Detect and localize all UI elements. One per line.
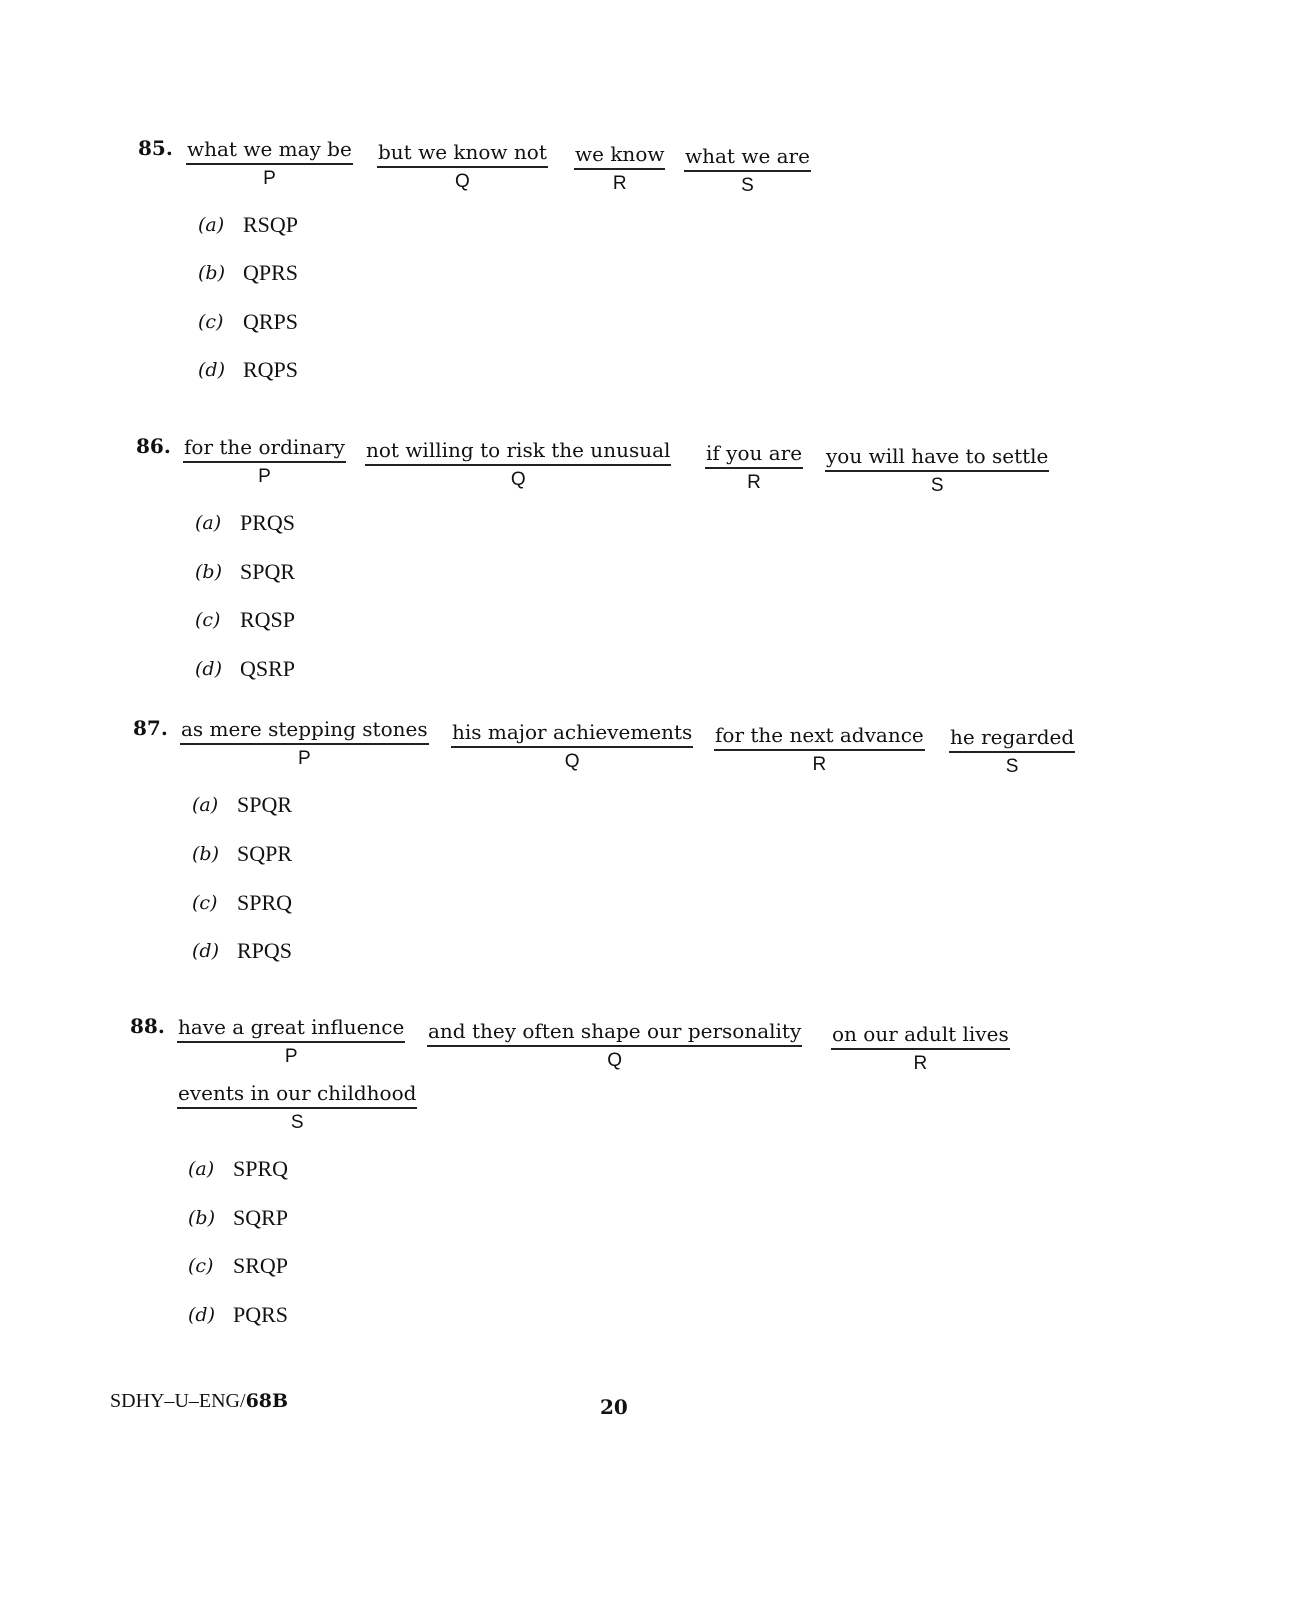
segment-letter: R (747, 472, 761, 493)
option-label: (b) (192, 843, 219, 865)
segment-q (365, 438, 671, 491)
option-label: (a) (198, 214, 225, 236)
segment-text: for the ordinary (183, 435, 346, 463)
segment-q (451, 720, 693, 773)
option-value: QSRP (240, 656, 296, 681)
segment-r (705, 441, 803, 494)
segment-text: if you are (705, 441, 803, 469)
segment-p (186, 137, 353, 190)
segment-letter: R (612, 173, 627, 194)
segment-letter: Q (510, 469, 526, 490)
segment-q (377, 140, 548, 193)
segment-s (177, 1081, 417, 1134)
option-label: (d) (188, 1304, 215, 1326)
option-value: PRQS (240, 510, 296, 535)
option-label: (c) (198, 311, 224, 333)
segment-text: for the next advance (714, 723, 925, 751)
option-value: SPQR (240, 559, 296, 584)
segment-letter: S (930, 475, 944, 496)
segment-text: we know (574, 142, 665, 170)
option-value: SPRQ (237, 890, 293, 915)
segment-text: he regarded (949, 725, 1075, 753)
segment-text: and they often shape our personality (427, 1019, 802, 1047)
segment-text: have a great influence (177, 1015, 405, 1043)
segment-letter: R (812, 754, 827, 775)
segment-text: events in our childhood (177, 1081, 417, 1109)
segment-letter: R (913, 1053, 928, 1074)
segment-text: but we know not (377, 140, 548, 168)
segment-p (183, 435, 346, 488)
option-label: (d) (198, 359, 225, 381)
segment-letter: P (258, 466, 271, 487)
option-value: RQPS (243, 357, 299, 382)
option-value: QPRS (243, 260, 299, 285)
segment-letter: Q (455, 171, 470, 192)
option-label: (a) (195, 512, 222, 534)
segment-letter: Q (564, 751, 580, 772)
option-label: (d) (192, 940, 219, 962)
question-number: 88. (130, 1014, 165, 1038)
segment-letter: P (284, 1046, 298, 1067)
segment-text: you will have to settle (825, 444, 1049, 472)
question-number: 87. (133, 716, 168, 740)
segment-p (177, 1015, 405, 1068)
option-value: RPQS (237, 938, 293, 963)
option-label: (c) (192, 892, 218, 914)
booklet-code (110, 1390, 288, 1413)
segment-text: as mere stepping stones (180, 717, 429, 745)
option-value: PQRS (233, 1302, 289, 1327)
option-label: (a) (188, 1158, 215, 1180)
segment-s (684, 144, 811, 197)
segment-letter: P (297, 748, 311, 769)
segment-text: what we are (684, 144, 811, 172)
segment-text: what we may be (186, 137, 353, 165)
option-label: (c) (195, 609, 221, 631)
option-label: (b) (195, 561, 222, 583)
option-value: SRQP (233, 1253, 289, 1278)
segment-letter: S (741, 175, 754, 196)
segment-letter: S (290, 1112, 304, 1133)
segment-letter: S (1005, 756, 1019, 777)
option-value: SPQR (237, 792, 293, 817)
question-number: 86. (136, 434, 171, 458)
option-value: QRPS (243, 309, 299, 334)
option-label: (d) (195, 658, 222, 680)
question-number: 85. (138, 136, 173, 160)
option-value: SPRQ (233, 1156, 289, 1181)
segment-q (427, 1019, 802, 1072)
segment-r (574, 142, 665, 195)
option-label: (a) (192, 794, 219, 816)
option-label: (c) (188, 1255, 214, 1277)
segment-s (825, 444, 1049, 497)
segment-r (831, 1022, 1010, 1075)
segment-p (180, 717, 429, 770)
option-label: (b) (188, 1207, 215, 1229)
option-label: (b) (198, 262, 225, 284)
booklet-code-prefix: SDHY–U–ENG/ (110, 1390, 246, 1412)
segment-letter: P (263, 168, 276, 189)
option-value: SQPR (237, 841, 293, 866)
option-value: RSQP (243, 212, 299, 237)
booklet-code-suffix: 68B (245, 1390, 289, 1412)
option-value: RQSP (240, 607, 296, 632)
page-number: 20 (600, 1395, 628, 1419)
segment-text: not willing to risk the unusual (365, 438, 671, 466)
option-value: SQRP (233, 1205, 289, 1230)
segment-s (949, 725, 1075, 778)
segment-text: on our adult lives (831, 1022, 1010, 1050)
segment-text: his major achievements (451, 720, 693, 748)
segment-r (714, 723, 925, 776)
segment-letter: Q (607, 1050, 623, 1071)
